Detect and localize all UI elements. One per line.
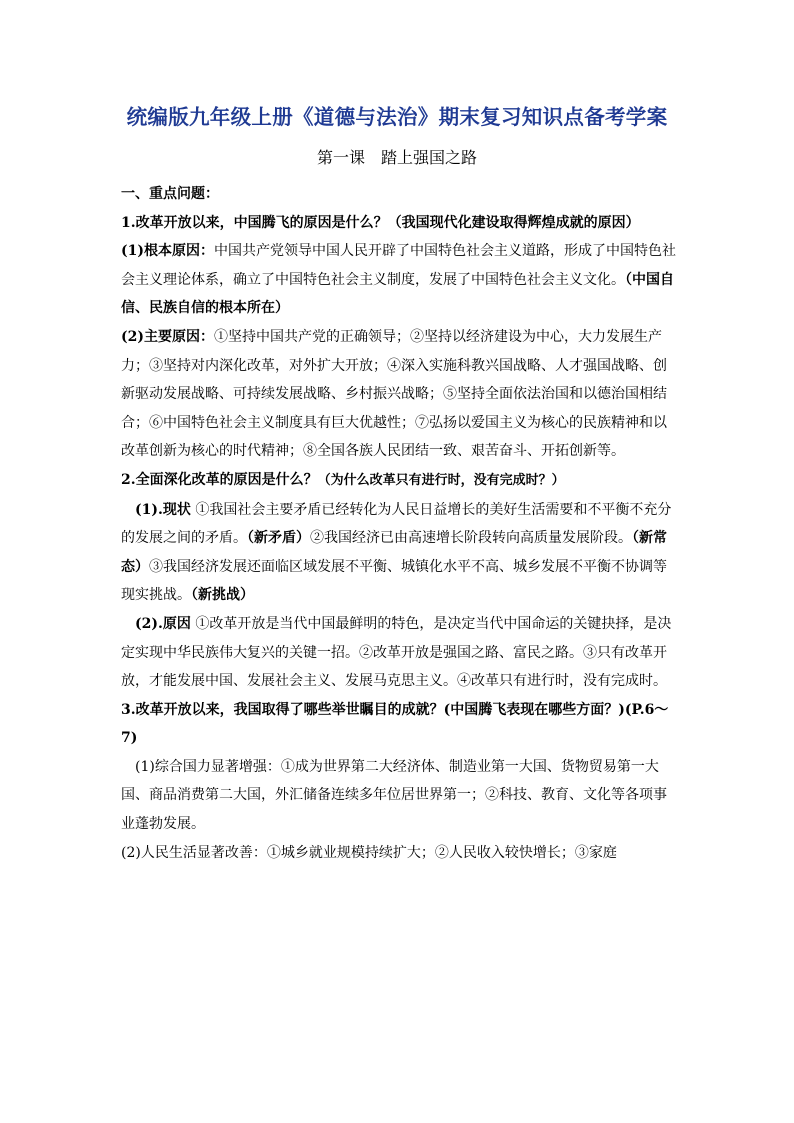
question-2-text: 2.全面深化改革的原因是什么？ [121, 471, 318, 488]
q1-main-cause-label: (2)主要原因： [121, 328, 214, 345]
question-1: 1.改革开放以来，中国腾飞的原因是什么？（我国现代化建设取得辉煌成就的原因） [121, 214, 640, 231]
q1-root-cause-label: (1)根本原因： [121, 243, 214, 260]
q2-status-label: (1).现状 [135, 501, 191, 518]
q1-root-cause-text: 中国共产党领导中国人民开辟了中国特色社会主义道路，形成了中国特色社会主义理论体系，确立了中国特色社会主义制度，发展了中国特色社会主义文化。 [121, 243, 676, 288]
q2-reason-label: (2).原因 [135, 615, 191, 632]
question-3: 3.改革开放以来，我国取得了哪些举世瞩目的成就？(中国腾飞表现在哪些方面？)(P.6～7) [121, 701, 669, 747]
q2-reason-text: ①改革开放是当代中国最鲜明的特色，是决定当代中国命运的关键抉择，是决定实现中华民族伟大复兴的关键一招。②改革开放是强国之路、富民之路。③只有改革开放，才能发展中国、发展社会主义、发展马克思主义。④改革只有进行时，没有完成时。 [121, 615, 672, 690]
q2-status-a: ①我国社会主要矛盾已经转化为人民日益增长的美好生活需要和不平衡不充分的发展之间的矛盾。 [121, 501, 672, 547]
document-title: 统编版九年级上册《道德与法治》期末复习知识点备考学案 [126, 105, 668, 129]
document-body [121, 180, 676, 867]
q3-national-strength: (1)综合国力显著增强：①成为世界第二大经济体、制造业第一大国、货物贸易第一大国、商品消费第二大国，外汇储备连续多年位居世界第一；②科技、教育、文化等各项事业蓬勃发展。 [121, 758, 667, 833]
q3-living-standard: (2)人民生活显著改善：①城乡就业规模持续扩大；②人民收入较快增长；③家庭 [121, 844, 617, 861]
q2-status-c-tag: （新挑战） [191, 587, 254, 604]
lesson-subtitle: 第一课 踏上强国之路 [316, 148, 477, 167]
q2-status-a-tag: （新矛盾） [247, 530, 310, 547]
q2-reason [121, 610, 676, 696]
q2-status-c: ③我国经济发展还面临区域发展不平衡、城镇化水平不高、城乡发展不平衡不协调等现实挑战。 [121, 558, 667, 604]
q2-status [121, 496, 676, 610]
q1-root-cause [121, 237, 676, 323]
q1-root-cause-note: （中国自信、民族自信的根本所在） [121, 271, 674, 317]
section-heading: 一、重点问题： [121, 186, 219, 202]
q2-status-b-tag: （新常态） [121, 530, 667, 575]
question-2 [121, 466, 676, 496]
q1-main-cause [121, 323, 676, 466]
q1-main-cause-text: ①坚持中国共产党的正确领导；②坚持以经济建设为中心，大力发展生产力；③坚持对内深化改革，对外扩大开放；④深入实施科教兴国战略、人才强国战略、创新驱动发展战略、可持续发展战略、乡村振兴战略；⑤坚持全面依法治国和以德治国相结合；⑥中国特色社会主义制度具有巨大优越性；⑦弘扬以爱国主义为核心的民族精神和以改革创新为核心的时代精神；⑧全国各族人民团结一致、艰苦奋斗、开拓创新等。 [121, 328, 667, 460]
q2-status-b: ②我国经济已由高速增长阶段转向高质量发展阶段。 [310, 530, 632, 547]
question-2-note: （为什么改革只有进行时，没有完成时？） [317, 472, 565, 488]
